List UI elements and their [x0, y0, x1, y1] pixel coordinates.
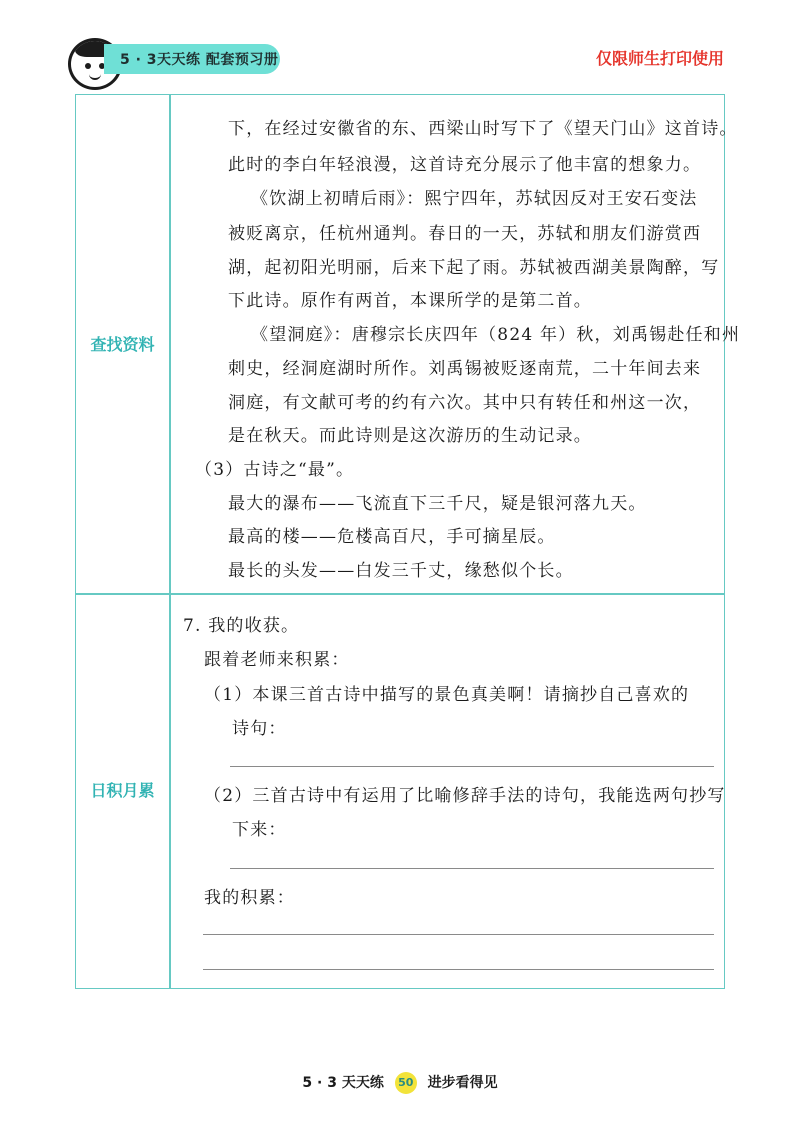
question-heading: 7. 我的收获。: [183, 616, 300, 636]
footer-slogan: 进步看得见: [427, 1075, 498, 1091]
sub-heading: （3）古诗之“最”。: [195, 460, 355, 480]
question-item: （2）三首古诗中有运用了比喻修辞手法的诗句，我能选两句抄写: [204, 786, 726, 806]
text-line: 最长的头发——白发三千丈，缘愁似个长。: [228, 561, 574, 581]
section-label-accumulate: 日积月累: [90, 781, 155, 800]
page-footer: [0, 1072, 800, 1094]
footer-series-name: 5 · 3 天天练: [302, 1075, 384, 1091]
text-line: 跟着老师来积累：: [204, 650, 350, 670]
answer-line-3[interactable]: [203, 934, 714, 935]
answer-line-2[interactable]: [230, 868, 714, 869]
print-watermark: 仅限师生打印使用: [595, 49, 724, 68]
text-line: 最高的楼——危楼高百尺，手可摘星辰。: [228, 527, 556, 547]
page-number: 50: [395, 1072, 417, 1094]
text-line: 下此诗。原作有两首，本课所学的是第二首。: [228, 291, 592, 311]
question-item: （1）本课三首古诗中描写的景色真美啊！请摘抄自己喜欢的: [204, 685, 690, 705]
text-line: 下，在经过安徽省的东、西梁山时写下了《望天门山》这首诗。: [228, 119, 738, 139]
prompt-text: 我的积累：: [204, 888, 295, 908]
text-line: 洞庭，有文献可考的约有六次。其中只有转任和州这一次，: [228, 393, 702, 413]
text-line: 是在秋天。而此诗则是这次游历的生动记录。: [228, 426, 592, 446]
text-line: 《饮湖上初晴后雨》：熙宁四年，苏轼因反对王安石变法: [251, 189, 698, 209]
answer-line-4[interactable]: [203, 969, 714, 970]
text-line: 此时的李白年轻浪漫，这首诗充分展示了他丰富的想象力。: [228, 155, 702, 175]
prompt-text: 诗句：: [232, 719, 287, 739]
book-title-badge: 5 · 3天天练 配套预习册: [104, 44, 280, 74]
answer-line-1[interactable]: [230, 766, 714, 767]
prompt-text: 下来：: [232, 820, 287, 840]
text-line: 最大的瀑布——飞流直下三千尺，疑是银河落九天。: [228, 494, 647, 514]
text-line: 刺史，经洞庭湖时所作。刘禹锡被贬逐南荒，二十年间去来: [228, 359, 702, 379]
text-line: 湖，起初阳光明丽，后来下起了雨。苏轼被西湖美景陶醉，写: [228, 258, 720, 278]
text-line: 被贬离京，任杭州通判。春日的一天，苏轼和朋友们游赏西: [228, 224, 702, 244]
text-line: 《望洞庭》：唐穆宗长庆四年（824 年）秋，刘禹锡赴任和州: [251, 325, 741, 345]
section-label-research: 查找资料: [90, 335, 155, 354]
